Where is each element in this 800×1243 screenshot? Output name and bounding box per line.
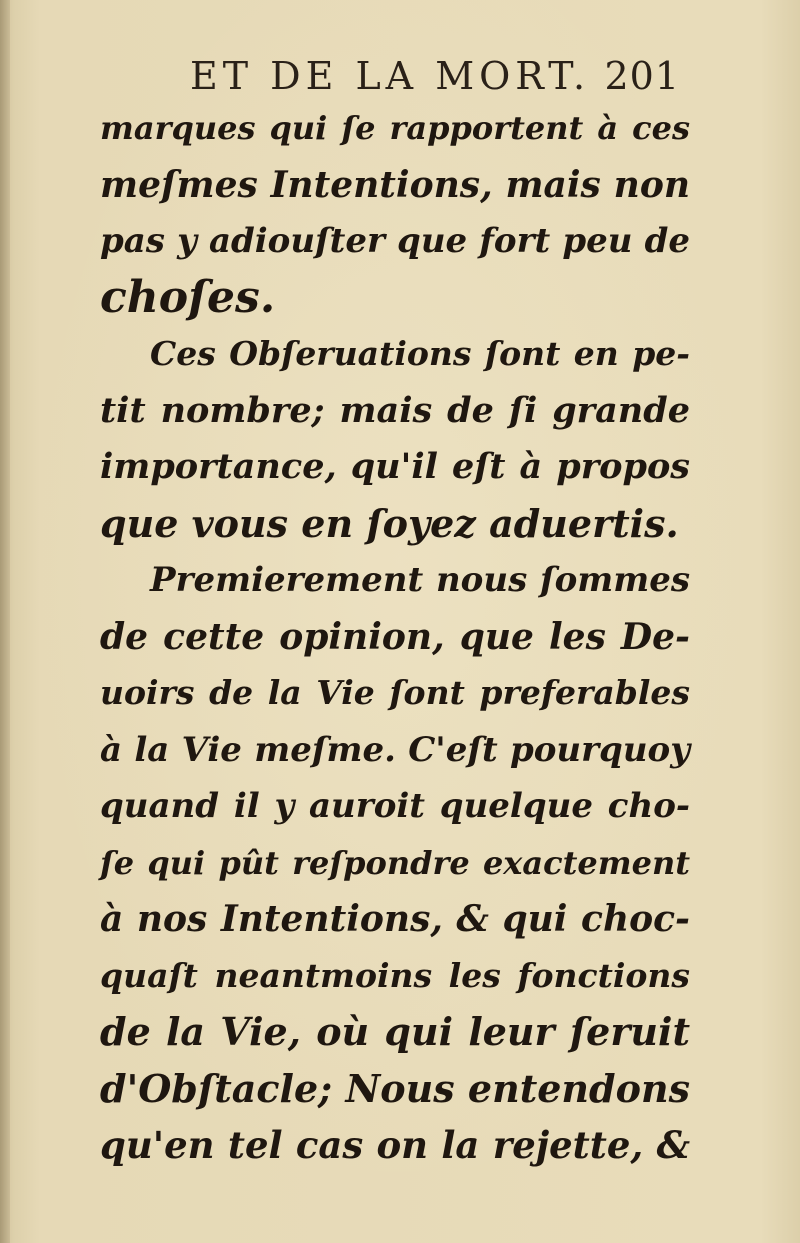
- text-line: qu'en tel cas on la rejette, &: [100, 1123, 690, 1167]
- running-head: [180, 50, 680, 100]
- text-line: à nos Intentions, & qui choc-: [100, 898, 690, 940]
- text-line: choſes.: [100, 271, 276, 323]
- text-line: d'Obſtacle; Nous entendons: [100, 1065, 690, 1111]
- text-line: de la Vie, où qui leur ſeruit: [100, 1009, 690, 1054]
- page-gutter: [0, 0, 10, 1243]
- body-text: [100, 100, 690, 1174]
- text-line: quand il y auroit quelque cho-: [100, 786, 690, 826]
- running-title: ET DE LA MORT.: [190, 54, 591, 98]
- text-line: importance, qu'il eſt à propos: [100, 446, 690, 487]
- text-line: meſmes Intentions, mais non: [100, 163, 690, 206]
- text-line: de cette opinion, que les De-: [100, 615, 690, 658]
- text-line: à la Vie meſme. C'eſt pourquoy: [100, 729, 690, 770]
- text-line: marques qui ſe rapportent à ces: [100, 109, 690, 147]
- paragraph-start-line: Premierement nous ſommes: [150, 560, 690, 600]
- text-line: uoirs de la Vie ſont preferables: [100, 673, 690, 712]
- page-number: 201: [604, 54, 680, 98]
- text-line: pas y adiouſter que fort peu de: [100, 221, 690, 261]
- paragraph-start-line: Ces Obſeruations ſont en pe-: [150, 334, 690, 373]
- text-line: tit nombre; mais de ſi grande: [100, 389, 690, 431]
- text-line: que vous en ſoyez aduertis.: [100, 500, 679, 546]
- text-line: quaſt neantmoins les fonctions: [100, 955, 690, 995]
- text-line: ſe qui pût reſpondre exactement: [100, 843, 690, 882]
